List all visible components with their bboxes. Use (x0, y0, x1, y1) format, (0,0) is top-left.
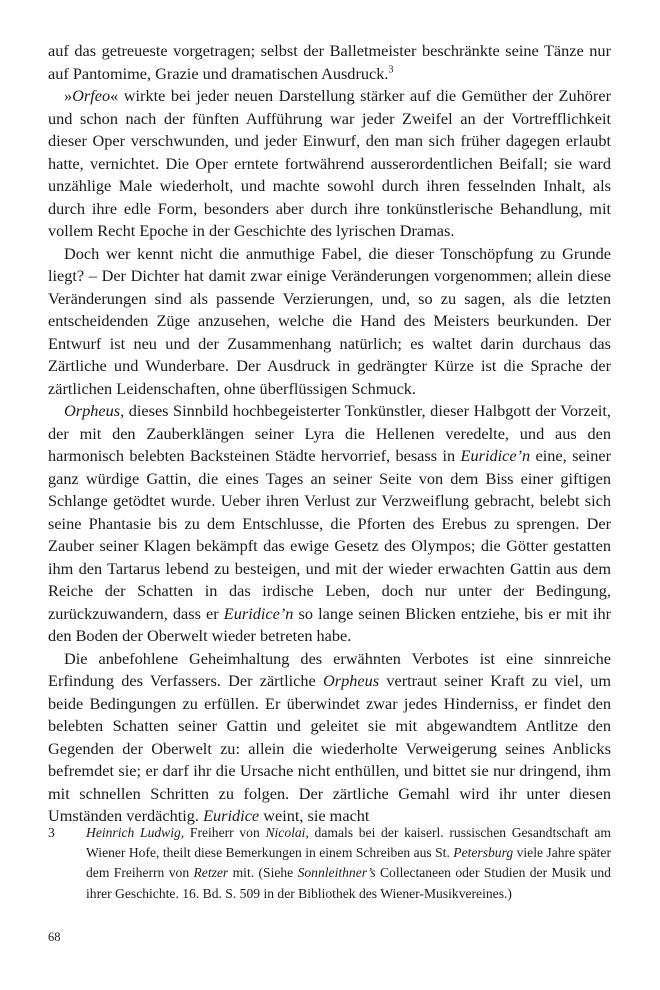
paragraph-2 (48, 85, 611, 243)
footnote-text-part: damals bei der kaiserl. russischen Gesandtschaft am Wiener Hofe, theilt diese Bemerkungen in einem Schreiben aus St. (86, 825, 611, 861)
footnote-name: Nicolai, (265, 825, 309, 840)
paragraph-1 (48, 40, 611, 85)
name-euridice: Euridice’n (223, 603, 294, 623)
paragraph-4-text-c: so lange seinen Blicken entziehe, bis er mit ihr den Boden der Oberwelt wieder betreten habe. (48, 603, 612, 645)
paragraph-1-text: auf das getreueste vorgetragen; selbst der Balletmeister beschränkte seine Tänze nur auf Pantomime, Grazie und dramatischen Ausdruck. (48, 41, 611, 83)
page-number: 68 (48, 930, 61, 944)
footnote-name: Petersburg (453, 845, 514, 861)
footnote-reference[interactable]: 3 (388, 64, 394, 76)
footnote-text-part: viele Jahre später dem Freiherrn von (86, 845, 611, 881)
footnote-text-part: Collectaneen oder Studien der Musik und ihrer Geschichte. 16. Bd. S. 509 in der Bibliothek des Wiener-Musikvereines.) (86, 865, 611, 901)
footnote-name: Retzer (193, 865, 229, 881)
paragraph-3-text: Doch wer kennt nicht die anmuthige Fabel, die dieser Tonschöpfung zu Grunde liegt? – Der Dichter hat damit zwar einige Veränderungen vorgenommen; allein diese Veränderungen sind als passende Verzierungen, und, so zu sagen, als die letzten entscheidenden Züge anzusehen, welche die Hand des Meisters beurkunden. Der Entwurf ist neu und der Zusammenhang natürlich; es waltet darin durchaus das Zärtliche und Wunderbare. Der Ausdruck in gedrängter Kürze ist die Sprache der zärtlichen Leidenschaften, ohne überflüssigen Schmuck. (48, 243, 611, 398)
paragraph-5-text-c: weint, sie macht (259, 806, 370, 825)
footnote-name: Heinrich Ludwig, (86, 825, 185, 840)
footnote-text-part: mit. (Siehe (228, 865, 298, 881)
name-orpheus: Orpheus, (64, 401, 125, 420)
paragraph-3 (48, 243, 611, 401)
footnote-text-part: Freiherr von (184, 825, 266, 840)
paragraph-5-text-a: Die anbefohlene Geheimhaltung des erwähnten Verbotes ist eine sinnreiche Erfindung des Verfassers. Der zärtliche (48, 648, 611, 690)
footnote-number: 3 (48, 825, 55, 840)
name-euridice: Euridice (203, 806, 260, 825)
paragraph-2-text: « wirkte bei jeder neuen Darstellung stärker auf die Gemüther der Zuhörer und schon nach der fünften Aufführung war jeder Zweifel an der Vortrefflichkeit dieser Oper verschwunden, und jeder Einwurf, den man sich früher dagegen erlaubt hatte, vernichtet. Die Oper erntete fortwährend ausserordentlichen Beifall; sie ward unzählige Male wiederholt, und machte sowohl durch ihren fesselnden Inhalt, als durch ihre edle Form, besonders aber durch ihre tonkünstlerische Behandlung, mit vollem Recht Epoche in der Geschichte des lyrischen Dramas. (48, 86, 611, 240)
paragraph-4-text-b: eine, seiner ganz würdige Gattin, die eines Tages an seiner Seite von dem Biss einer giftigen Schlange getödtet wurde. Ueber ihren Verlust zur Verzweiflung gebracht, belebt sich seine Phantasie bis zu dem Entschlusse, die Pforten des Erebus zu sprengen. Der Zauber seiner Klagen bekämpft das ewige Gesetz des Olympos; die Götter gestatten ihm den Tartarus lebend zu besteigen, und mit der wieder erwachten Gattin aus dem Reiche der Schatten in das irdische Leben, doch nur unter der Bedingung, zurückzuwandern, dass er (48, 446, 611, 623)
footnote (48, 823, 611, 904)
paragraph-5 (48, 648, 611, 828)
opera-title: Orfeo (72, 86, 111, 105)
name-orpheus: Orpheus (323, 671, 380, 690)
main-text (48, 40, 611, 828)
footnote-text (86, 823, 611, 904)
name-euridice: Euridice’n (460, 446, 531, 465)
quote-open: » (64, 86, 73, 105)
paragraph-4-text-a: dieses Sinnbild hochbegeisterter Tonkünstler, dieser Halbgott der Vorzeit, der mit den Zauberklängen seiner Lyra die Hellenen veredelte, und aus den harmonisch belebten Backsteinen Städte hervorrief, besass in (48, 401, 611, 465)
paragraph-5-text-b: vertraut seiner Kraft zu viel, um beide Bedingungen zu erfüllen. Er überwindet zwar jedes Hinderniss, er findet den belebten Schatten seiner Gattin und geleitet sie mit abgewandtem Antlitze den Gegenden der Oberwelt zu: allein die wiederholte Verweigerung seines Anblicks befremdet sie; er darf ihr die Ursache nicht enthüllen, und bittet sie nur dringend, ihm mit schnellen Schritten zu folgen. Der zärtliche Gemahl wird ihr unter diesen Umständen verdächtig. (48, 671, 611, 825)
footnote-name: Sonnleithner’s (297, 865, 376, 881)
paragraph-4 (48, 400, 611, 648)
